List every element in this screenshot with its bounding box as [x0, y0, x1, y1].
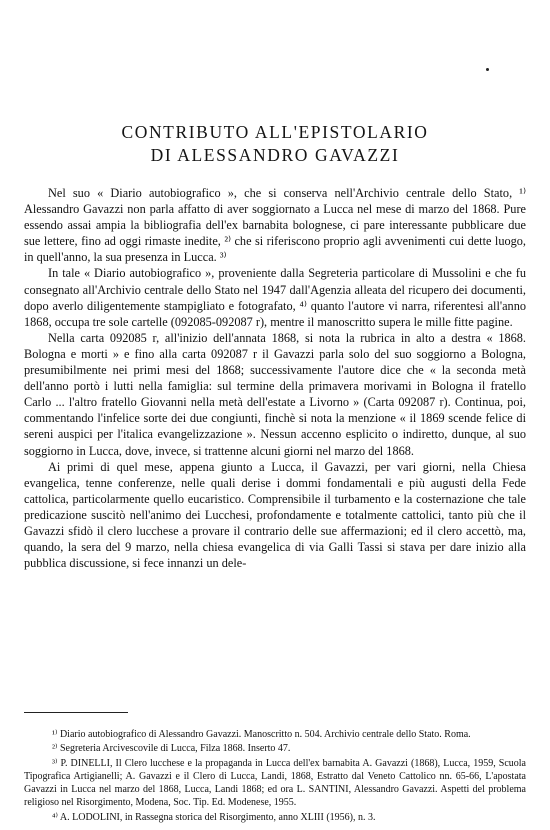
footnote-1: ¹⁾ Diario autobiografico di Alessandro Gavazzi. Manoscritto n. 504. Archivio centrale dello Stato. Roma. — [52, 729, 471, 740]
print-speck — [486, 68, 489, 71]
paragraph-1: Nel suo « Diario autobiografico », che si conserva nell'Archivio centrale dello Stato, ¹⁾ Alessandro Gavazzi non parla affatto di aver soggiornato a Lucca nel mese di marzo del 1868. Pure essendo assai ampia la bibliografia dell'ex barnabita bolognese, ci pare interessante pubblicare due sue lettere, fino ad oggi rimaste inedite, ²⁾ che si riferiscono proprio agli avvenimenti cui dette luogo, in quell'anno, la sua presenza in Lucca. ³⁾ — [24, 186, 526, 265]
footnotes — [24, 728, 526, 825]
article-body — [24, 185, 526, 571]
paragraph-4: Ai primi di quel mese, appena giunto a Lucca, il Gavazzi, per vari giorni, nella Chiesa evangelica, tenne conferenze, nelle quali derise i dommi fondamentali e più augusti della Fede cattolica, particolarmente quello eucaristico. Comprensibile il turbamento e la costernazione che tale predicazione suscitò nell'animo dei Lucchesi, profondamente e totalmente cattolici, tanto più che il Gavazzi sfidò il clero lucchese a provare il contrario delle sue affermazioni; ed il clero accettò, ma, quando, la sera del 9 marzo, nella chiesa evangelica di via Galli Tassi si stava per dare inizio alla pubblica discussione, si fece innanzi un dele- — [24, 459, 526, 571]
paragraph-2: In tale « Diario autobiografico », proveniente dalla Segreteria particolare di Mussolini e che fu consegnato all'Archivio centrale dello Stato nel 1947 dall'Agenzia alleata del ricupero dei documenti, dopo averlo diligentemente stampigliato e fotografato, ⁴⁾ quanto l'autore vi narra, riferentesi all'anno 1868, occupa tre sole cartelle (092085-092087 r), mentre il manoscritto supera le mille fitte pagine. — [24, 266, 526, 329]
article-title-line-2: DI ALESSANDRO GAVAZZI — [150, 145, 400, 165]
footnote-4: ⁴⁾ A. LODOLINI, in Rassegna storica del Risorgimento, anno XLIII (1956), n. 3. — [52, 811, 376, 823]
footnote-rule — [24, 712, 128, 713]
article-title-line-1: CONTRIBUTO ALL'EPISTOLARIO — [121, 122, 429, 142]
paragraph-3: Nella carta 092085 r, all'inizio dell'annata 1868, si nota la rubrica in alto a destra « 1868. Bologna e morti » e fino alla carta 092087 r il Gavazzi parla solo del suo soggiorno a Bologna, presumibilmente nei primi mesi del 1868; successivamente l'autore dice che « la seconda metà dell'anno portò i lutti nella famiglia: sul termine della primavera morivami in Bologna il fratello Carlo ... l'altro fratello Giovanni nella metà dell'estate a Livorno » (Carta 092087 r). Continua, poi, commentando l'infelice sorte dei due congiunti, finchè si nota la menzione « il 1869 scende felice di sereni auspici per l'italica evangelizzazione ». Nessun accenno esplicito o indiretto, dunque, al suo soggiorno in Lucca, dove, invece, si trattenne alcuni giorni nel marzo del 1868. — [24, 330, 526, 458]
footnote-2: ²⁾ Segreteria Arcivescovile di Lucca, Filza 1868. Inserto 47. — [52, 743, 291, 755]
footnote-3: ³⁾ P. DINELLI, Il Clero lucchese e la propaganda in Lucca dell'ex barnabita A. Gavazzi (1868), Lucca, 1959, Scuola Tipografica Artigianelli; A. Gavazzi e il Clero di Lucca, Landi, 1868, Estratto dal Veneto Cattolico nn. 65-66, L'apostata Gavazzi in Lucca nel marzo del 1868, Lucca, Landi 1868; ed ora L. SANTINI, Alessandro Gavazzi. Aspetti del problema religioso nel Risorgimento, Modena, Soc. Tip. Ed. Modenese, 1955. — [24, 757, 526, 809]
